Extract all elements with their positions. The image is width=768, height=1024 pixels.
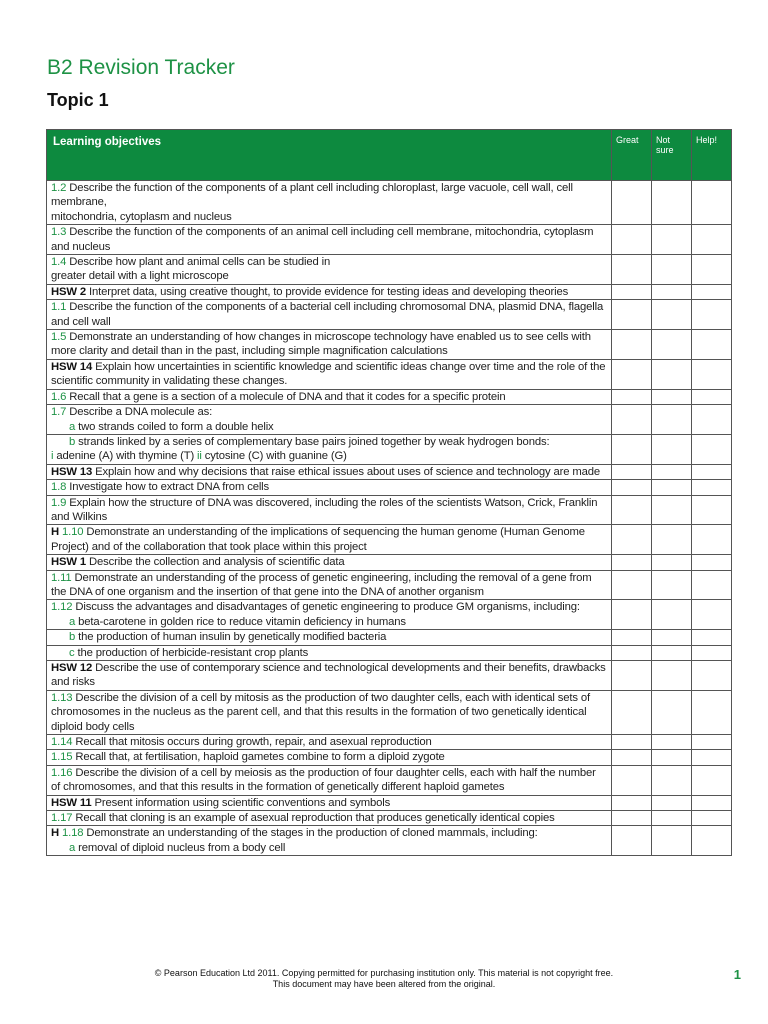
objective-code: 1.8 (51, 481, 67, 494)
objective-line (51, 811, 607, 825)
table-row (47, 525, 732, 555)
help-checkbox[interactable] (692, 555, 732, 570)
great-checkbox[interactable] (612, 181, 652, 225)
not-sure-checkbox[interactable] (652, 795, 692, 810)
objective-cell (47, 434, 612, 464)
objective-text: Recall that, at fertilisation, haploid gametes combine to form a diploid zygote (72, 751, 445, 764)
help-checkbox[interactable] (692, 330, 732, 360)
help-checkbox[interactable] (692, 826, 732, 856)
help-checkbox[interactable] (692, 359, 732, 389)
help-checkbox[interactable] (692, 795, 732, 810)
objective-code: 1.10 (62, 526, 84, 539)
objective-code: 1.12 (51, 601, 73, 614)
not-sure-checkbox[interactable] (652, 300, 692, 330)
objective-text: strands linked by a series of complementary base pairs joined together by weak hydrogen bonds: (75, 435, 550, 448)
help-checkbox[interactable] (692, 690, 732, 734)
help-checkbox[interactable] (692, 255, 732, 285)
objective-line (51, 255, 607, 284)
objective-line (51, 330, 607, 359)
great-checkbox[interactable] (612, 765, 652, 795)
table-row (47, 826, 732, 856)
header-not-sure: Not sure (652, 130, 692, 181)
great-checkbox[interactable] (612, 811, 652, 826)
objective-text: Describe the function of the components of a bacterial cell including chromosomal DNA, plasmid DNA, flagella and cell wall (51, 301, 604, 328)
objective-line (51, 465, 607, 479)
objective-cell (47, 735, 612, 750)
table-row (47, 555, 732, 570)
objective-text: Demonstrate an understanding of how changes in microscope technology have enabled us to see cells with more clarity and detail than in the past, including simple magnification calculations (51, 331, 591, 358)
great-checkbox[interactable] (612, 480, 652, 495)
objective-text: Describe how plant and animal cells can be studied in greater detail with a light microscope (51, 256, 331, 283)
revision-tracker-table (46, 129, 732, 856)
objective-line (51, 360, 607, 389)
objective-cell (47, 389, 612, 404)
objective-cell (47, 300, 612, 330)
table-row (47, 690, 732, 734)
table-row (47, 570, 732, 600)
great-checkbox[interactable] (612, 255, 652, 285)
not-sure-checkbox[interactable] (652, 495, 692, 525)
table-row (47, 359, 732, 389)
table-row (47, 750, 732, 765)
great-checkbox[interactable] (612, 359, 652, 389)
objective-line (51, 766, 607, 795)
great-checkbox[interactable] (612, 434, 652, 464)
objective-code: i (51, 450, 54, 463)
not-sure-checkbox[interactable] (652, 405, 692, 435)
table-row (47, 811, 732, 826)
not-sure-checkbox[interactable] (652, 645, 692, 660)
great-checkbox[interactable] (612, 284, 652, 299)
not-sure-checkbox[interactable] (652, 690, 692, 734)
help-checkbox[interactable] (692, 750, 732, 765)
objective-text: Describe the collection and analysis of scientific data (86, 556, 345, 569)
objective-subitem (51, 630, 607, 644)
objective-line (51, 600, 607, 614)
not-sure-checkbox[interactable] (652, 661, 692, 691)
objective-line (51, 826, 607, 840)
not-sure-checkbox[interactable] (652, 255, 692, 285)
table-header-row (47, 130, 732, 181)
objective-code: 1.7 (51, 406, 67, 419)
objective-cell (47, 661, 612, 691)
not-sure-checkbox[interactable] (652, 600, 692, 630)
help-checkbox[interactable] (692, 464, 732, 479)
not-sure-checkbox[interactable] (652, 181, 692, 225)
not-sure-checkbox[interactable] (652, 225, 692, 255)
table-row (47, 300, 732, 330)
objective-cell (47, 405, 612, 435)
table-row (47, 464, 732, 479)
great-checkbox[interactable] (612, 795, 652, 810)
objective-cell (47, 630, 612, 645)
objective-cell (47, 555, 612, 570)
not-sure-checkbox[interactable] (652, 630, 692, 645)
not-sure-checkbox[interactable] (652, 765, 692, 795)
objective-cell (47, 645, 612, 660)
great-checkbox[interactable] (612, 600, 652, 630)
objective-text: Explain how uncertainties in scientific knowledge and scientific ideas change over time and the role of the scientific community in validating these changes. (51, 360, 606, 388)
objective-code: 1.9 (51, 496, 67, 509)
great-checkbox[interactable] (612, 495, 652, 525)
objective-code: 1.5 (51, 331, 67, 344)
objective-line (51, 449, 607, 463)
great-checkbox[interactable] (612, 735, 652, 750)
objective-text: Describe the function of the components of an animal cell including cell membrane, mitochondria, cytoplasm and nucleus (51, 226, 594, 253)
objective-line (51, 750, 607, 764)
objective-label: H (51, 827, 62, 840)
subitem-text: removal of diploid nucleus from a body cell (78, 841, 286, 854)
help-checkbox[interactable] (692, 300, 732, 330)
objective-line (51, 525, 607, 554)
objective-text: Recall that a gene is a section of a molecule of DNA and that it codes for a specific protein (66, 390, 506, 403)
objective-text: Present information using scientific conventions and symbols (91, 796, 391, 809)
subitem-text: the production of herbicide-resistant crop plants (77, 646, 309, 659)
table-row (47, 765, 732, 795)
objective-label: HSW 2 (51, 285, 87, 298)
objective-line (51, 661, 607, 690)
subitem-letter: c (69, 646, 75, 659)
help-checkbox[interactable] (692, 480, 732, 495)
objective-text: Recall that mitosis occurs during growth, repair, and asexual reproduction (72, 736, 432, 749)
table-row (47, 661, 732, 691)
table-row (47, 630, 732, 645)
subitem-text: two strands coiled to form a double helix (78, 420, 274, 433)
help-checkbox[interactable] (692, 630, 732, 645)
objectives-body (47, 181, 732, 856)
page-number: 1 (733, 967, 741, 982)
not-sure-checkbox[interactable] (652, 284, 692, 299)
objective-text: Recall that cloning is an example of asexual reproduction that produces genetically identical copies (72, 812, 555, 825)
header-great: Great (612, 130, 652, 181)
objective-line (51, 181, 607, 224)
objective-text: Investigate how to extract DNA from cells (66, 481, 270, 494)
great-checkbox[interactable] (612, 300, 652, 330)
objective-line (51, 435, 607, 449)
great-checkbox[interactable] (612, 555, 652, 570)
objective-code: ii (197, 450, 202, 463)
objective-text: Describe the function of the components of a plant cell including chloroplast, large vacuole, cell wall, cell membrane, mitochondria, cytoplasm and nucleus (51, 182, 573, 223)
table-row (47, 389, 732, 404)
objective-label: H (51, 526, 62, 539)
objective-line (51, 796, 607, 810)
objective-code: 1.16 (51, 766, 73, 779)
objective-cell (47, 600, 612, 630)
table-row (47, 480, 732, 495)
table-row (47, 181, 732, 225)
objective-code: 1.2 (51, 182, 67, 194)
table-row (47, 284, 732, 299)
great-checkbox[interactable] (612, 525, 652, 555)
objective-code: 1.17 (51, 812, 73, 825)
help-checkbox[interactable] (692, 735, 732, 750)
objective-line (51, 225, 607, 254)
objective-code: 1.1 (51, 301, 67, 314)
objective-label: HSW 14 (51, 360, 93, 373)
great-checkbox[interactable] (612, 389, 652, 404)
objective-line (51, 571, 607, 600)
table-row (47, 645, 732, 660)
objective-code: 1.15 (51, 751, 73, 764)
objective-cell (47, 570, 612, 600)
copyright-footer (0, 968, 768, 990)
subitem-letter: a (69, 841, 76, 854)
table-row (47, 405, 732, 435)
objective-code: 1.18 (62, 827, 84, 840)
great-checkbox[interactable] (612, 645, 652, 660)
objective-line (51, 285, 607, 299)
subitem-letter: a (69, 615, 76, 628)
objective-line (51, 691, 607, 734)
not-sure-checkbox[interactable] (652, 750, 692, 765)
objective-cell (47, 765, 612, 795)
help-checkbox[interactable] (692, 645, 732, 660)
objective-cell (47, 284, 612, 299)
great-checkbox[interactable] (612, 661, 652, 691)
table-row (47, 495, 732, 525)
header-learning-objectives: Learning objectives (47, 130, 612, 181)
great-checkbox[interactable] (612, 225, 652, 255)
table-row (47, 434, 732, 464)
objective-text: adenine (A) with thymine (T) (53, 450, 198, 463)
help-checkbox[interactable] (692, 405, 732, 435)
objective-cell (47, 795, 612, 810)
help-checkbox[interactable] (692, 495, 732, 525)
objective-code: 1.6 (51, 390, 67, 403)
objective-text: cytosine (C) with guanine (G) (201, 450, 347, 463)
objective-cell (47, 690, 612, 734)
objective-cell (47, 525, 612, 555)
objective-text: Describe the division of a cell by mitosis as the production of two daughter cells, each with identical sets of chromosomes in the nucleus as the parent cell, and that this results in the formation of two genetically identical diploid body cells (51, 691, 590, 733)
objective-text: Interpret data, using creative thought, to provide evidence for testing ideas and developing theories (86, 285, 569, 298)
help-checkbox[interactable] (692, 600, 732, 630)
great-checkbox[interactable] (612, 405, 652, 435)
objective-code: 1.11 (51, 571, 72, 584)
not-sure-checkbox[interactable] (652, 555, 692, 570)
not-sure-checkbox[interactable] (652, 359, 692, 389)
objective-line (51, 555, 607, 569)
objective-code: 1.13 (51, 691, 73, 704)
objective-label: HSW 13 (51, 465, 93, 478)
objective-line (51, 480, 607, 494)
not-sure-checkbox[interactable] (652, 464, 692, 479)
objective-label: HSW 1 (51, 556, 87, 569)
objective-code: 1.3 (51, 226, 67, 239)
header-help: Help! (692, 130, 732, 181)
not-sure-checkbox[interactable] (652, 480, 692, 495)
table-row (47, 795, 732, 810)
not-sure-checkbox[interactable] (652, 389, 692, 404)
objective-cell (47, 495, 612, 525)
not-sure-checkbox[interactable] (652, 826, 692, 856)
objective-subitem (51, 420, 607, 434)
objective-text: Explain how the structure of DNA was discovered, including the roles of the scientists Watson, Crick, Franklin and Wilkins (51, 496, 598, 523)
subitem-letter: b (69, 631, 76, 644)
not-sure-checkbox[interactable] (652, 570, 692, 600)
footer-copyright-line: © Pearson Education Ltd 2011. Copying permitted for purchasing institution only. This material is not copyright free. (154, 968, 614, 978)
objective-cell (47, 359, 612, 389)
help-checkbox[interactable] (692, 525, 732, 555)
objective-text: Describe the use of contemporary science and technological developments and their benefits, drawbacks and risks (51, 662, 606, 689)
objective-text: Demonstrate an understanding of the process of genetic engineering, including the removal of a gene from the DNA of one organism and the insertion of that gene into the DNA of another organism (51, 571, 592, 598)
objective-line (51, 496, 607, 525)
objective-cell (47, 480, 612, 495)
objective-text: Describe the division of a cell by meiosis as the production of four daughter cells, each with half the number of chromosomes, and that this results in the formation of genetically different haploid gametes (51, 766, 596, 794)
help-checkbox[interactable] (692, 811, 732, 826)
not-sure-checkbox[interactable] (652, 434, 692, 464)
objective-line (51, 735, 607, 749)
objective-code: b (69, 435, 76, 448)
objective-line (51, 390, 607, 404)
objective-text: Demonstrate an understanding of the implications of sequencing the human genome (Human Genome Project) and of the collaboration that took place within this project (51, 526, 585, 553)
subitem-text: the production of human insulin by genetically modified bacteria (78, 631, 387, 644)
help-checkbox[interactable] (692, 661, 732, 691)
objective-cell (47, 464, 612, 479)
objective-code: 1.4 (51, 256, 67, 269)
help-checkbox[interactable] (692, 765, 732, 795)
objective-cell (47, 750, 612, 765)
objective-label: HSW 11 (51, 796, 92, 809)
objective-cell (47, 826, 612, 856)
help-checkbox[interactable] (692, 389, 732, 404)
objective-cell (47, 255, 612, 285)
great-checkbox[interactable] (612, 690, 652, 734)
not-sure-checkbox[interactable] (652, 330, 692, 360)
help-checkbox[interactable] (692, 570, 732, 600)
table-row (47, 255, 732, 285)
objective-cell (47, 811, 612, 826)
objective-text: Describe a DNA molecule as: (66, 406, 213, 419)
subitem-letter: a (69, 420, 76, 433)
subitem-text: beta-carotene in golden rice to reduce vitamin deficiency in humans (78, 615, 406, 628)
objective-line (51, 300, 607, 329)
not-sure-checkbox[interactable] (652, 811, 692, 826)
help-checkbox[interactable] (692, 225, 732, 255)
objective-text: Discuss the advantages and disadvantages of genetic engineering to produce GM organisms, including: (72, 601, 580, 614)
table-row (47, 735, 732, 750)
table-row (47, 225, 732, 255)
table-row (47, 600, 732, 630)
table-row (47, 330, 732, 360)
footer-altered-line: This document may have been altered from the original. (272, 979, 496, 989)
objective-subitem (51, 615, 607, 629)
objective-line (51, 405, 607, 419)
great-checkbox[interactable] (612, 464, 652, 479)
great-checkbox[interactable] (612, 570, 652, 600)
objective-code: 1.14 (51, 736, 73, 749)
great-checkbox[interactable] (612, 750, 652, 765)
objective-text: Demonstrate an understanding of the stages in the production of cloned mammals, including: (83, 827, 538, 840)
great-checkbox[interactable] (612, 330, 652, 360)
not-sure-checkbox[interactable] (652, 525, 692, 555)
objective-subitem (51, 646, 607, 660)
objective-cell (47, 225, 612, 255)
help-checkbox[interactable] (692, 181, 732, 225)
topic-heading: Topic 1 (47, 90, 109, 110)
help-checkbox[interactable] (692, 434, 732, 464)
objective-label: HSW 12 (51, 662, 93, 674)
objective-subitem (51, 841, 607, 855)
great-checkbox[interactable] (612, 630, 652, 645)
great-checkbox[interactable] (612, 826, 652, 856)
help-checkbox[interactable] (692, 284, 732, 299)
objective-text: Explain how and why decisions that raise ethical issues about uses of science and technology are made (92, 465, 600, 478)
objective-cell (47, 330, 612, 360)
objective-cell (47, 181, 612, 225)
not-sure-checkbox[interactable] (652, 735, 692, 750)
document-title: B2 Revision Tracker (47, 56, 235, 79)
